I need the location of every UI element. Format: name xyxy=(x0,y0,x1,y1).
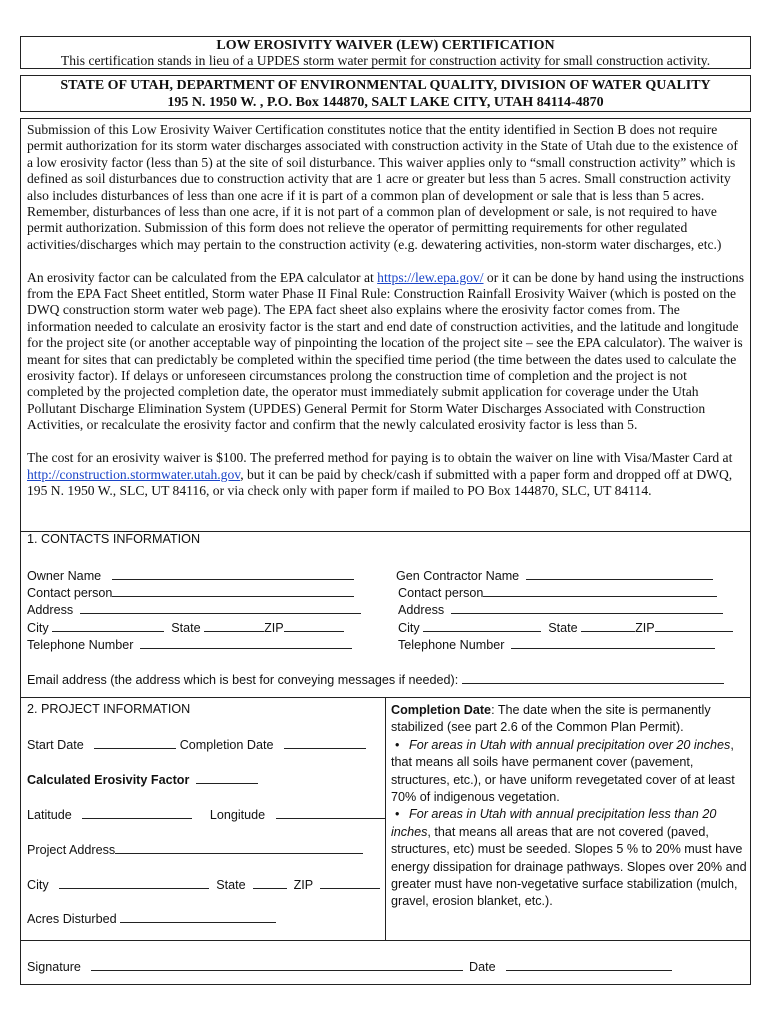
project-heading: 2. PROJECT INFORMATION xyxy=(27,702,191,716)
date-line[interactable] xyxy=(506,959,672,971)
telephone-label: Telephone Number xyxy=(27,638,134,652)
project-state-line[interactable] xyxy=(253,877,287,889)
contractor-city-line[interactable] xyxy=(423,620,541,632)
contractor-contact-person-field[interactable] xyxy=(398,585,717,601)
gen-contractor-field[interactable] xyxy=(396,568,713,584)
erosivity-factor-label: Calculated Erosivity Factor xyxy=(27,773,190,787)
utah-stormwater-link[interactable]: http://construction.stormwater.utah.gov xyxy=(27,466,241,482)
signature-field[interactable] xyxy=(27,959,463,975)
erosivity-factor-field[interactable] xyxy=(27,772,258,788)
bullet-icon: • xyxy=(395,807,400,822)
acres-disturbed-line[interactable] xyxy=(120,911,276,923)
contractor-zip-line[interactable] xyxy=(655,620,733,632)
contact-person-line[interactable] xyxy=(112,585,354,597)
intro-p3-text-b: , but it can be paid by check/cash if submitted with a paper form and dropped off at DWQ, 195 N. 1950 W., SLC, UT 84116, or via check only with paper form if mailed to PO Box 144870, SLC, UT 84114. xyxy=(27,466,733,498)
owner-name-line[interactable] xyxy=(112,568,354,580)
bullet-2-text: , that means all areas that are not covered (paved, structures, etc) must be seeded. Slopes 5 % to 20% must have energy dissipation for drainage pathways. Slopes over 20% and greater must have non-vegetative surface stabilization (mulch, gravel, erosion blanket, etc.). xyxy=(391,824,747,909)
email-field[interactable] xyxy=(27,672,724,688)
bullet-1-text: , that means all soils have permanent cover (pavement, structures, etc.), or have uniform revegetated cover of at least 70% of indigenous vegetation. xyxy=(391,737,735,805)
contractor-contact-person-line[interactable] xyxy=(483,585,717,597)
erosivity-factor-line[interactable] xyxy=(196,772,258,784)
telephone-line[interactable] xyxy=(140,637,352,649)
city-line[interactable] xyxy=(52,620,164,632)
project-city-state-zip-field[interactable] xyxy=(27,877,380,893)
bullet-icon: • xyxy=(395,737,400,752)
project-city-label: City xyxy=(27,878,49,892)
contacts-heading: 1. CONTACTS INFORMATION xyxy=(27,532,201,546)
completion-date-note xyxy=(391,702,751,911)
agency-box xyxy=(20,75,751,112)
city-label: City xyxy=(27,621,49,635)
state-label: State xyxy=(171,621,201,635)
completion-note-bullet-1 xyxy=(391,737,751,807)
project-zip-line[interactable] xyxy=(320,877,380,889)
start-completion-field[interactable] xyxy=(27,737,366,753)
project-address-line[interactable] xyxy=(115,842,363,854)
email-label: Email address (the address which is best for conveying messages if needed): xyxy=(27,673,459,687)
longitude-label: Longitude xyxy=(209,808,266,822)
telephone-field[interactable] xyxy=(27,637,352,653)
contact-person-label: Contact person xyxy=(27,586,113,600)
email-line[interactable] xyxy=(462,672,724,684)
completion-note-label: Completion Date xyxy=(391,703,492,717)
intro-paragraph-1: Submission of this Low Erosivity Waiver Certification constitutes notice that the entity identified in Section B does not require permit authorization for its storm water discharges associated with construction activity in the State of Utah due to the existence of a low erosivity factor (less than 5) at the site of soil disturbance. This waiver applies only to “small construction activity” which is defined as soil disturbances due to construction activity that are 1 acre or greater but less than 5 acres. Small construction activity also includes disturbances of less than one acre if it is part of a common plan of development or sale that is less than 5 acres. Remember, disturbances of less than one acre, if it is not part of a common plan of development or sale, is not required to have permit authorization. Submission of this form does not relieve the operator of permitting requirements for other regulated activities/discharges which may pertain to the construction activity (e.g. dewatering activities, non-storm water discharges, etc.) xyxy=(27,122,738,252)
lat-long-field[interactable] xyxy=(27,807,386,823)
contractor-state-line[interactable] xyxy=(581,620,635,632)
latitude-label: Latitude xyxy=(27,808,72,822)
signature-label: Signature xyxy=(27,960,81,974)
bullet-2-italic: For areas in Utah with annual precipitation less than 20 inches xyxy=(391,807,717,839)
project-address-label: Project Address xyxy=(27,843,116,857)
owner-name-field[interactable] xyxy=(27,568,354,584)
form-body xyxy=(20,118,751,985)
intro-p2-text-a: An erosivity factor can be calculated from the EPA calculator at xyxy=(27,269,378,285)
owner-name-label: Owner Name xyxy=(27,569,102,583)
divider-project xyxy=(21,940,750,941)
completion-note-bullet-2 xyxy=(391,806,751,910)
completion-note-intro xyxy=(391,702,751,737)
contractor-address-line[interactable] xyxy=(451,602,723,614)
state-line[interactable] xyxy=(204,620,264,632)
zip-label: ZIP xyxy=(264,621,284,635)
start-date-label: Start Date xyxy=(27,738,84,752)
contractor-city-state-zip-field[interactable] xyxy=(398,620,733,636)
contractor-telephone-line[interactable] xyxy=(511,637,715,649)
gen-contractor-label: Gen Contractor Name xyxy=(396,569,520,583)
intro-p2-text-b: or it can be done by hand using the instructions from the EPA Fact Sheet entitled, Storm water Phase II Final Rule: Construction Rainfall Erosivity Waiver (which is posted on the DWQ construction storm water web page). The EPA fact sheet also explains where the erosivity factor comes from. The information needed to calculate an erosivity factor is the start and end date of construction activities, and the latitude and longitude for the project site (or another acceptable way of pinpointing the location of the project site – see the EPA calculator). The waiver is meant for sites that can predictably be completed within the specified time period (the time between the dates used to calculate the erosivity factor). If delays or unforeseen circumstances prolong the construction time of completion and the project is not completed by the projected completion date, the operator must immediately submit application for coverage under the Utah Pollutant Discharge Elimination System (UPDES) General Permit for Storm Water Discharges Associated with Construction Activities, or recalculate the erosivity factor and confirm that the newly calculated erosivity factor is less than 5. xyxy=(27,269,745,433)
intro-text xyxy=(27,122,745,499)
acres-disturbed-field[interactable] xyxy=(27,911,276,927)
signature-line[interactable] xyxy=(91,959,463,971)
project-zip-label: ZIP xyxy=(293,878,314,892)
contractor-state-label: State xyxy=(548,621,578,635)
contractor-address-label: Address xyxy=(398,603,445,617)
contractor-telephone-label: Telephone Number xyxy=(398,638,505,652)
contractor-zip-label: ZIP xyxy=(635,621,655,635)
date-field[interactable] xyxy=(469,959,672,975)
address-label: Address xyxy=(27,603,74,617)
form-title-box xyxy=(20,36,751,69)
latitude-line[interactable] xyxy=(82,807,192,819)
contractor-address-field[interactable] xyxy=(398,602,723,618)
address-line[interactable] xyxy=(80,602,361,614)
completion-date-label: Completion Date xyxy=(179,738,274,752)
intro-paragraph-2 xyxy=(27,270,745,434)
agency-line-1: STATE OF UTAH, DEPARTMENT OF ENVIRONMENTAL QUALITY, DIVISION OF WATER QUALITY xyxy=(60,78,711,93)
start-date-line[interactable] xyxy=(94,737,176,749)
form-title: LOW EROSIVITY WAIVER (LEW) CERTIFICATION xyxy=(216,38,555,53)
contractor-contact-person-label: Contact person xyxy=(398,586,484,600)
address-field[interactable] xyxy=(27,602,361,618)
bullet-1-italic: For areas in Utah with annual precipitation over 20 inches xyxy=(409,737,731,752)
agency-line-2: 195 N. 1950 W. , P.O. Box 144870, SALT LAKE CITY, UTAH 84114-4870 xyxy=(167,95,604,110)
completion-note-text: : The date when the site is permanently stabilized (see part 2.6 of the Common Plan Permit). xyxy=(391,703,711,735)
epa-calculator-link[interactable]: https://lew.epa.gov/ xyxy=(377,269,484,285)
contact-person-field[interactable] xyxy=(27,585,354,601)
project-address-field[interactable] xyxy=(27,842,363,858)
intro-p3-text-a: The cost for an erosivity waiver is $100. The preferred method for paying is to obtain the waiver on line with Visa/Master Card at xyxy=(27,450,733,466)
contractor-telephone-field[interactable] xyxy=(398,637,715,653)
completion-date-line[interactable] xyxy=(284,737,366,749)
intro-paragraph-3 xyxy=(27,450,745,499)
city-state-zip-field[interactable] xyxy=(27,620,344,636)
zip-line[interactable] xyxy=(284,620,344,632)
contractor-city-label: City xyxy=(398,621,420,635)
form-subtitle: This certification stands in lieu of a UPDES storm water permit for construction activity for small construction activity. xyxy=(60,53,711,68)
project-city-line[interactable] xyxy=(59,877,209,889)
project-state-label: State xyxy=(216,878,246,892)
date-label: Date xyxy=(469,960,496,974)
longitude-line[interactable] xyxy=(276,807,386,819)
gen-contractor-line[interactable] xyxy=(526,568,713,580)
acres-disturbed-label: Acres Disturbed xyxy=(27,912,117,926)
